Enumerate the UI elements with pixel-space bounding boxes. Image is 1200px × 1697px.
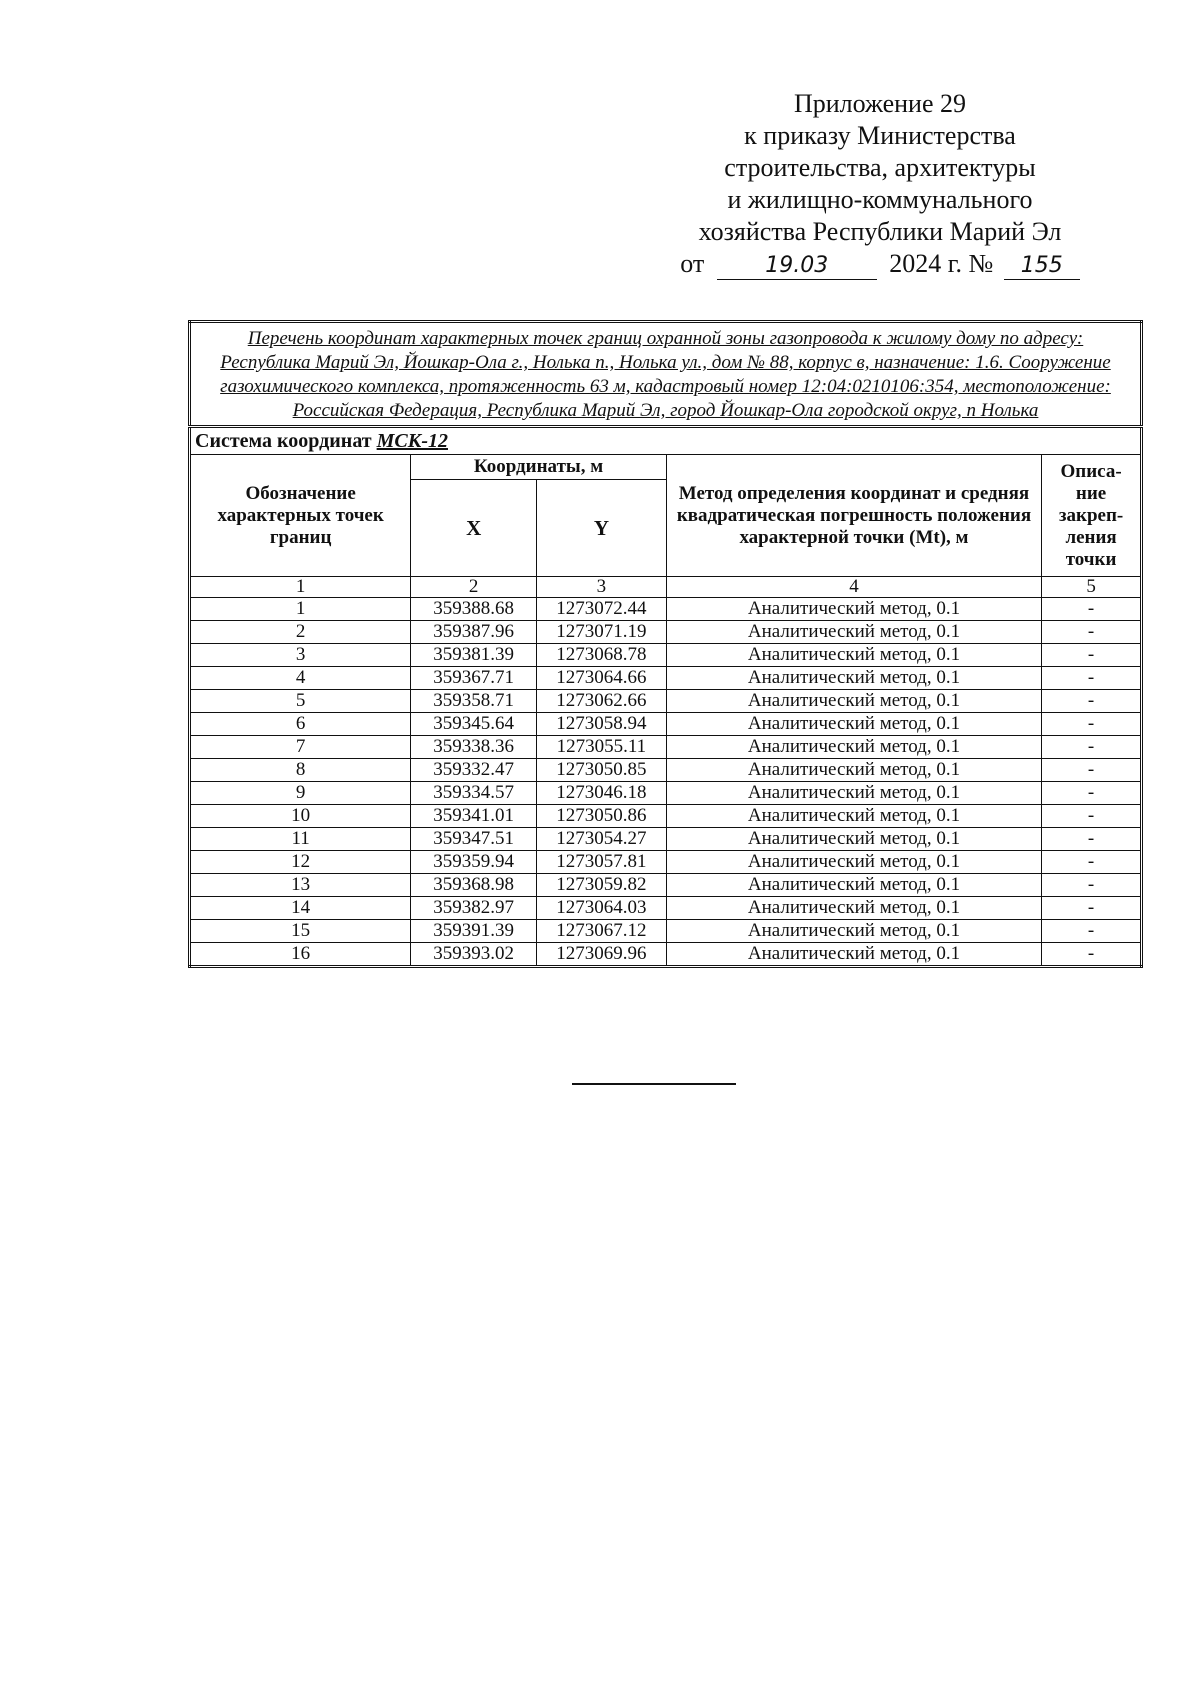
year-and-number-label: 2024 г. № xyxy=(889,249,994,278)
cell-method: Аналитический метод, 0.1 xyxy=(666,782,1041,805)
table-row xyxy=(190,851,1142,874)
end-of-document-rule xyxy=(572,1083,736,1085)
column-index: 1 xyxy=(190,577,411,598)
table-row xyxy=(190,805,1142,828)
cell-point: 1 xyxy=(190,598,411,621)
cell-point: 7 xyxy=(190,736,411,759)
appendix-number: Приложение 29 xyxy=(793,89,967,118)
order-reference: к приказу Министерства xyxy=(744,121,1016,150)
cell-description: - xyxy=(1042,667,1142,690)
cell-method: Аналитический метод, 0.1 xyxy=(666,690,1041,713)
column-index-row xyxy=(190,577,1142,598)
cell-point: 4 xyxy=(190,667,411,690)
header-y: Y xyxy=(537,480,667,577)
cell-description: - xyxy=(1042,897,1142,920)
table-row xyxy=(190,782,1142,805)
cell-method: Аналитический метод, 0.1 xyxy=(666,851,1041,874)
table-row xyxy=(190,874,1142,897)
cell-description: - xyxy=(1042,874,1142,897)
cell-x: 359332.47 xyxy=(411,759,537,782)
handwritten-date: 19.03 xyxy=(717,253,877,280)
cell-point: 11 xyxy=(190,828,411,851)
ministry-name-line-1: строительства, архитектуры xyxy=(724,153,1036,182)
cell-description: - xyxy=(1042,644,1142,667)
cell-method: Аналитический метод, 0.1 xyxy=(666,667,1041,690)
table-row xyxy=(190,621,1142,644)
column-index: 2 xyxy=(411,577,537,598)
cell-x: 359358.71 xyxy=(411,690,537,713)
cell-description: - xyxy=(1042,759,1142,782)
coordinate-system-value: МСК-12 xyxy=(376,429,448,452)
table-title: Перечень координат характерных точек границ охранной зоны газопровода к жилому дому по адресу: Республика Марий Эл, Йошкар-Ола г., Нолька п., Нолька ул., дом № 88, корпус в, назначение: 1.6. Сооружение газохимического комплекса, протяженность 63 м, кадастровый номер 12:04:0210106:354, местоположение: Российская Федерация, Республика Марий Эл, город Йошкар-Ола городской округ, п Нолька xyxy=(190,322,1142,427)
cell-method: Аналитический метод, 0.1 xyxy=(666,759,1041,782)
coordinate-system-label: Система координат xyxy=(195,429,372,452)
cell-point: 10 xyxy=(190,805,411,828)
cell-x: 359388.68 xyxy=(411,598,537,621)
cell-point: 2 xyxy=(190,621,411,644)
ministry-name-line-2: и жилищно-коммунального xyxy=(727,185,1033,214)
cell-point: 16 xyxy=(190,943,411,967)
cell-description: - xyxy=(1042,920,1142,943)
cell-x: 359391.39 xyxy=(411,920,537,943)
cell-y: 1273068.78 xyxy=(537,644,667,667)
cell-y: 1273067.12 xyxy=(537,920,667,943)
table-row xyxy=(190,920,1142,943)
cell-point: 3 xyxy=(190,644,411,667)
cell-description: - xyxy=(1042,782,1142,805)
table-row xyxy=(190,736,1142,759)
table-row xyxy=(190,828,1142,851)
cell-point: 5 xyxy=(190,690,411,713)
cell-point: 15 xyxy=(190,920,411,943)
coordinate-system-row xyxy=(190,427,1142,455)
cell-point: 6 xyxy=(190,713,411,736)
table-row xyxy=(190,713,1142,736)
date-prefix: от xyxy=(680,249,705,278)
table-row xyxy=(190,598,1142,621)
cell-y: 1273050.85 xyxy=(537,759,667,782)
coordinate-system xyxy=(190,427,1142,455)
cell-description: - xyxy=(1042,713,1142,736)
ministry-name-line-3: хозяйства Республики Марий Эл xyxy=(698,217,1062,246)
cell-y: 1273054.27 xyxy=(537,828,667,851)
cell-method: Аналитический метод, 0.1 xyxy=(666,920,1041,943)
cell-method: Аналитический метод, 0.1 xyxy=(666,736,1041,759)
cell-description: - xyxy=(1042,828,1142,851)
column-index: 3 xyxy=(537,577,667,598)
cell-method: Аналитический метод, 0.1 xyxy=(666,943,1041,967)
cell-y: 1273058.94 xyxy=(537,713,667,736)
cell-x: 359387.96 xyxy=(411,621,537,644)
table-title-row xyxy=(190,322,1142,427)
cell-y: 1273064.66 xyxy=(537,667,667,690)
cell-y: 1273062.66 xyxy=(537,690,667,713)
cell-y: 1273069.96 xyxy=(537,943,667,967)
appendix-header xyxy=(640,88,1120,280)
cell-point: 8 xyxy=(190,759,411,782)
cell-method: Аналитический метод, 0.1 xyxy=(666,621,1041,644)
cell-method: Аналитический метод, 0.1 xyxy=(666,644,1041,667)
cell-point: 13 xyxy=(190,874,411,897)
cell-y: 1273055.11 xyxy=(537,736,667,759)
table-row xyxy=(190,690,1142,713)
cell-y: 1273071.19 xyxy=(537,621,667,644)
cell-description: - xyxy=(1042,851,1142,874)
cell-x: 359341.01 xyxy=(411,805,537,828)
cell-description: - xyxy=(1042,598,1142,621)
handwritten-order-number: 155 xyxy=(1004,253,1080,280)
cell-method: Аналитический метод, 0.1 xyxy=(666,598,1041,621)
header-method: Метод определения координат и средняя квадратическая погрешность положения характерной точки (Mt), м xyxy=(666,455,1041,577)
cell-method: Аналитический метод, 0.1 xyxy=(666,805,1041,828)
cell-x: 359381.39 xyxy=(411,644,537,667)
cell-description: - xyxy=(1042,736,1142,759)
column-index: 4 xyxy=(666,577,1041,598)
cell-point: 12 xyxy=(190,851,411,874)
cell-description: - xyxy=(1042,690,1142,713)
table-row xyxy=(190,897,1142,920)
cell-point: 9 xyxy=(190,782,411,805)
header-designation: Обозначение характерных точек границ xyxy=(190,455,411,577)
cell-x: 359338.36 xyxy=(411,736,537,759)
cell-method: Аналитический метод, 0.1 xyxy=(666,828,1041,851)
cell-description: - xyxy=(1042,805,1142,828)
coordinates-table xyxy=(188,320,1143,968)
table-row xyxy=(190,943,1142,967)
column-index: 5 xyxy=(1042,577,1142,598)
header-x: X xyxy=(411,480,537,577)
cell-y: 1273057.81 xyxy=(537,851,667,874)
table-row xyxy=(190,667,1142,690)
header-row-1 xyxy=(190,455,1142,480)
cell-y: 1273050.86 xyxy=(537,805,667,828)
cell-method: Аналитический метод, 0.1 xyxy=(666,874,1041,897)
cell-x: 359393.02 xyxy=(411,943,537,967)
cell-x: 359359.94 xyxy=(411,851,537,874)
cell-method: Аналитический метод, 0.1 xyxy=(666,713,1041,736)
cell-point: 14 xyxy=(190,897,411,920)
header-description: Описа-ние закреп-ления точки xyxy=(1042,455,1142,577)
cell-y: 1273046.18 xyxy=(537,782,667,805)
cell-description: - xyxy=(1042,943,1142,967)
cell-method: Аналитический метод, 0.1 xyxy=(666,897,1041,920)
cell-x: 359368.98 xyxy=(411,874,537,897)
table-row xyxy=(190,644,1142,667)
cell-y: 1273064.03 xyxy=(537,897,667,920)
order-date-line xyxy=(640,248,1120,280)
cell-x: 359382.97 xyxy=(411,897,537,920)
cell-y: 1273059.82 xyxy=(537,874,667,897)
cell-description: - xyxy=(1042,621,1142,644)
cell-y: 1273072.44 xyxy=(537,598,667,621)
cell-x: 359347.51 xyxy=(411,828,537,851)
table-row xyxy=(190,759,1142,782)
cell-x: 359334.57 xyxy=(411,782,537,805)
cell-x: 359345.64 xyxy=(411,713,537,736)
cell-x: 359367.71 xyxy=(411,667,537,690)
header-coordinates: Координаты, м xyxy=(411,455,667,480)
